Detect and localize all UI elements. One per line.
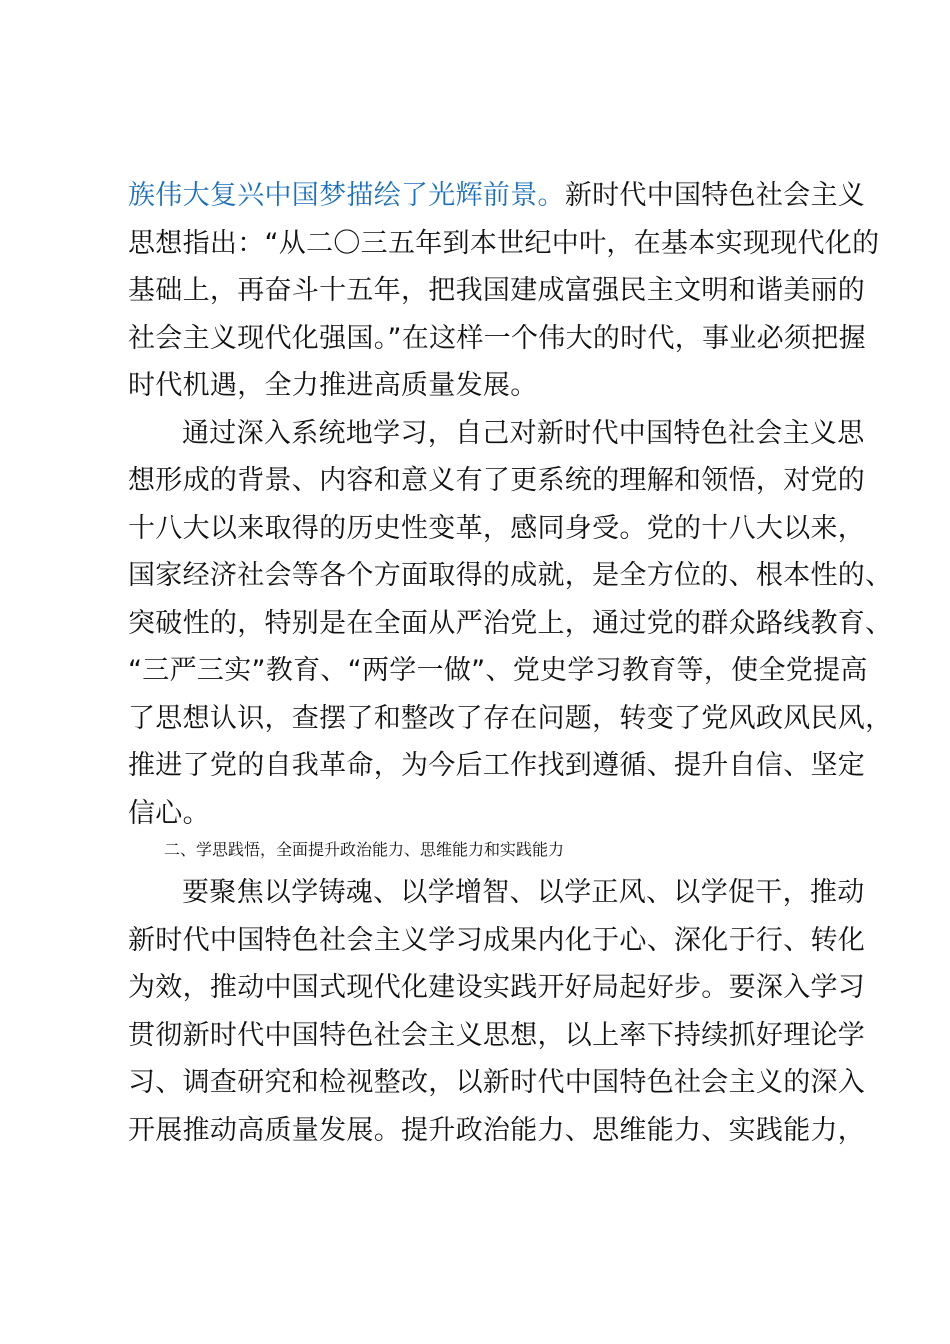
paragraph-text: 新时代中国特色社会主义 <box>564 180 866 211</box>
highlighted-text: 族伟大复兴中国梦描绘了光辉前景。 <box>128 180 565 211</box>
paragraph-3 <box>128 869 866 1154</box>
paragraph-line: 贯彻新时代中国特色社会主义思想，以上率下持续抓好理论学 <box>128 1019 866 1051</box>
paragraph-line: 突破性的，特别是在全面从严治党上，通过党的群众路线教育、 <box>128 607 893 639</box>
paragraph-line: 了思想认识，查摆了和整改了存在问题，转变了党风政风民风， <box>128 702 893 734</box>
section-heading: 二、学思践悟，全面提升政治能力、思维能力和实践能力 <box>164 840 565 859</box>
paragraph-line: 习、调查研究和检视整改，以新时代中国特色社会主义的深入 <box>128 1067 866 1098</box>
paragraph-line: 思想指出：“从二〇三五年到本世纪中叶，在基本实现现代化的 <box>128 227 880 259</box>
paragraph-line: 新时代中国特色社会主义学习成果内化于心、深化于行、转化 <box>128 924 866 956</box>
paragraph-2 <box>128 410 893 838</box>
paragraph-line: 社会主义现代化强国。”在这样一个伟大的时代，事业必须把握 <box>128 322 866 354</box>
paragraph-line: “三严三实”教育、“两学一做”、党史学习教育等，使全党提高 <box>128 655 868 686</box>
paragraph-line: 通过深入系统地学习，自己对新时代中国特色社会主义思 <box>182 417 865 449</box>
paragraph-line: 推进了党的自我革命，为今后工作找到遵循、提升自信、坚定 <box>128 750 866 781</box>
paragraph-line: 要聚焦以学铸魂、以学增智、以学正风、以学促干，推动 <box>182 877 865 908</box>
paragraph-line: 开展推动高质量发展。提升政治能力、思维能力、实践能力， <box>128 1114 866 1146</box>
paragraph-line: 时代机遇，全力推进高质量发展。 <box>128 370 538 401</box>
paragraph-line: 十八大以来取得的历史性变革，感同身受。党的十八大以来， <box>128 512 866 544</box>
paragraph-line: 想形成的背景、内容和意义有了更系统的理解和领悟，对党的 <box>128 465 866 496</box>
paragraph-line: 信心。 <box>128 797 210 829</box>
paragraph-line: 为效，推动中国式现代化建设实践开好局起好步。要深入学习 <box>128 972 866 1003</box>
paragraph-line: 国家经济社会等各个方面取得的成就，是全方位的、根本性的、 <box>128 560 893 591</box>
document-body <box>128 172 893 1154</box>
paragraph-1 <box>128 172 880 410</box>
paragraph-line <box>128 172 866 220</box>
paragraph-line: 基础上，再奋斗十五年，把我国建成富强民主文明和谐美丽的 <box>128 275 866 306</box>
